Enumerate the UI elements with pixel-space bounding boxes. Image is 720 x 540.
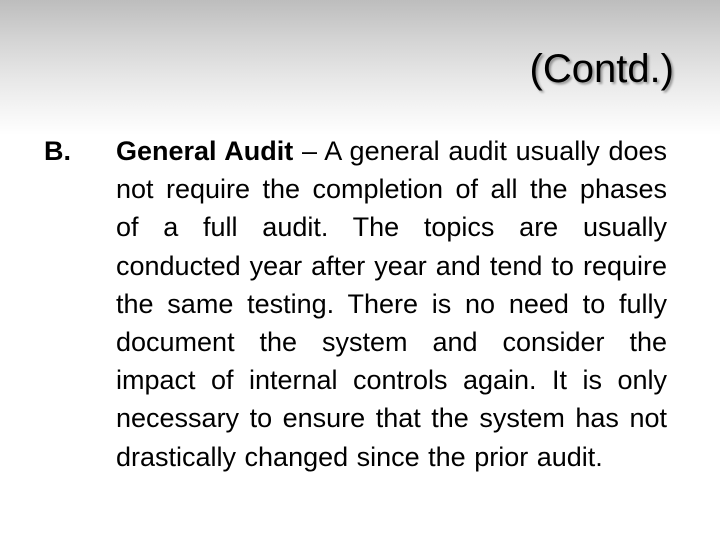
slide-title: (Contd.) bbox=[529, 47, 674, 91]
item-description: A general audit usually does not require the completion of all the phases of a full audit. The topics are usually conducted year after year and tend to require the same testing. There is no need to fully document the system and consider the impact of internal controls again. It is only necessary to ensure that the system has not drastically changed since the prior audit. bbox=[116, 136, 667, 472]
item-term: General Audit bbox=[116, 136, 294, 166]
item-marker: B. bbox=[44, 136, 71, 166]
item-body bbox=[116, 132, 667, 476]
term-dash: – bbox=[293, 136, 325, 166]
